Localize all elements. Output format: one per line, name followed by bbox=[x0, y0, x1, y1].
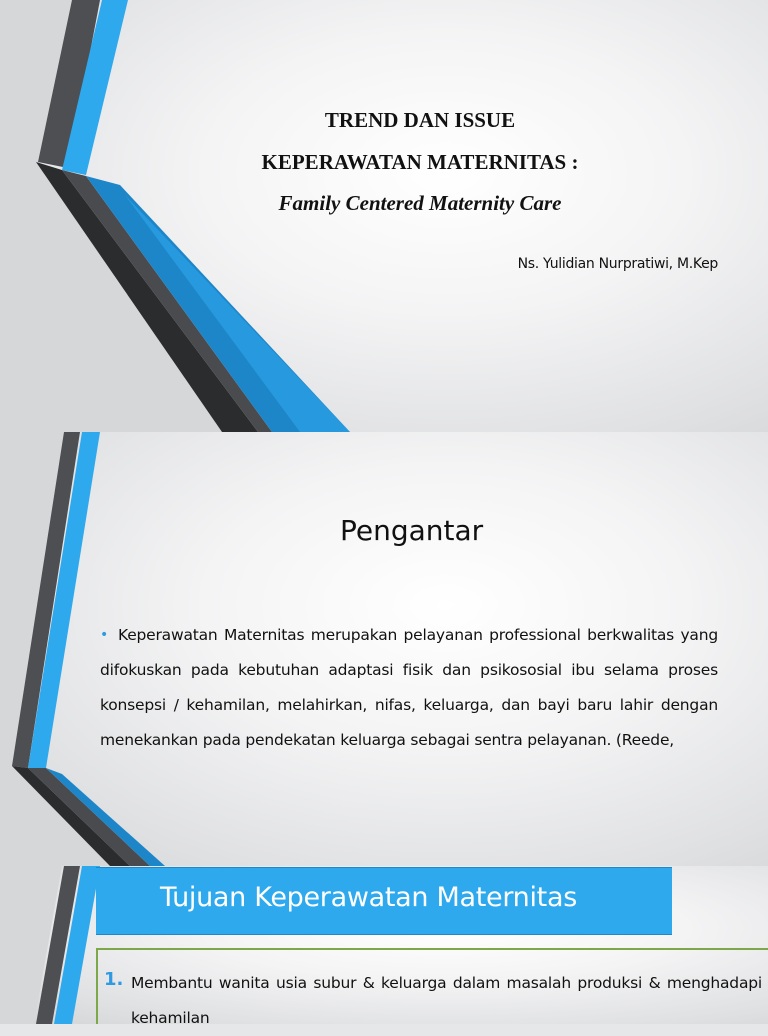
bullet-marker: • bbox=[100, 627, 109, 643]
list-item-text: Membantu wanita usia subur & keluarga dalam masalah produksi & menghadapi kehamilan bbox=[131, 974, 762, 1027]
list-item-number: 1. bbox=[104, 969, 124, 990]
slide-3-title-banner bbox=[96, 867, 672, 935]
slide-2-paragraph: Keperawatan Maternitas merupakan pelayanan professional berkwalitas yang difokuskan pada kebutuhan adaptasi fisik dan psikososial ibu selama proses konsepsi / kehamilan, melahirkan, nifas, keluarga, dan bayi baru lahir dengan menekankan pada pendekatan keluarga sebagai sentra pelayanan. (Reede, bbox=[100, 626, 718, 749]
content-top-rule bbox=[96, 948, 768, 950]
slide-1-author: Ns. Yulidian Nurpratiwi, M.Kep bbox=[517, 256, 718, 272]
slide-2-body bbox=[100, 618, 718, 758]
slide-1-subtitle: Family Centered Maternity Care bbox=[278, 191, 562, 215]
content-left-rule bbox=[96, 948, 98, 1024]
slide-1-title-line-2: KEPERAWATAN MATERNITAS : bbox=[261, 150, 579, 174]
slide-2-title: Pengantar bbox=[340, 514, 484, 547]
slide-3-title: Tujuan Keperawatan Maternitas bbox=[160, 882, 577, 913]
slide-1 bbox=[0, 0, 768, 432]
slide-1-title-line-1: TREND DAN ISSUE bbox=[324, 108, 516, 132]
slide-1-decoration bbox=[0, 0, 768, 432]
